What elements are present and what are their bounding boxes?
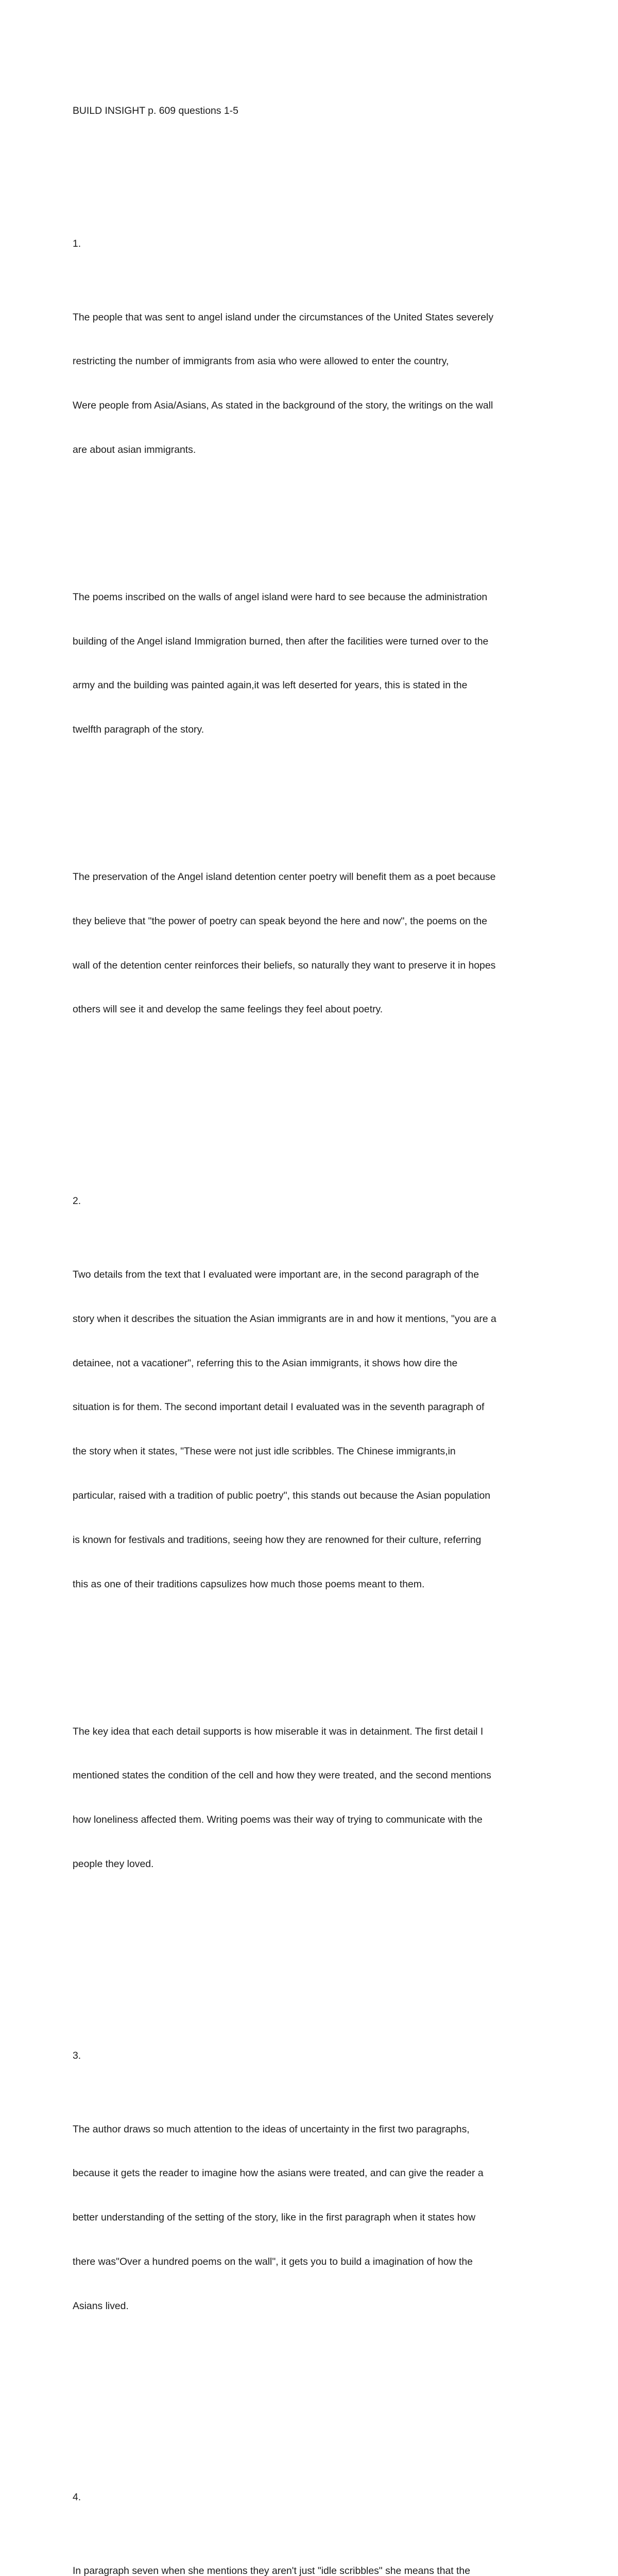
text-line: better understanding of the setting of the story, like in the first paragraph when it states how: [73, 2212, 476, 2224]
question-1: [73, 207, 552, 1076]
question-2: [73, 1164, 552, 1930]
document-page: [73, 74, 552, 2576]
question-number: 2.: [73, 1195, 81, 1207]
text-line: In paragraph seven when she mentions they aren't just "idle scribbles" she means that the: [73, 2565, 470, 2576]
answer-paragraph: [73, 561, 552, 767]
text-line: detainee, not a vacationer", referring this to the Asian immigrants, it shows how dire the: [73, 1357, 458, 1369]
question-number: 4.: [73, 2492, 81, 2503]
text-line: army and the building was painted again,it was left deserted for years, this is stated in the: [73, 680, 468, 691]
question-number: 3.: [73, 2049, 81, 2061]
document-title: BUILD INSIGHT p. 609 questions 1-5: [73, 105, 238, 117]
text-line: restricting the number of immigrants from asia who were allowed to enter the country,: [73, 355, 449, 367]
text-line: they believe that "the power of poetry can speak beyond the here and now", the poems on the: [73, 915, 488, 927]
spacer: [73, 2402, 552, 2417]
spacer: [73, 1960, 552, 1975]
text-line: The key idea that each detail supports is how miserable it was in detainment. The first detail I: [73, 1725, 484, 1737]
answer-paragraph: [73, 2092, 552, 2343]
text-line: because it gets the reader to imagine how the asians were treated, and can give the reader a: [73, 2167, 484, 2179]
text-line: Two details from the text that I evaluated were important are, in the second paragraph of the: [73, 1269, 479, 1281]
text-line: The poems inscribed on the walls of angel island were hard to see because the administration: [73, 591, 488, 603]
text-line: twelfth paragraph of the story.: [73, 724, 204, 736]
text-line: are about asian immigrants.: [73, 444, 196, 455]
spacer: [73, 1106, 552, 1121]
text-line: is known for festivals and traditions, seeing how they are renowned for their culture, referring: [73, 1534, 482, 1546]
spacer: [73, 796, 552, 811]
text-line: The author draws so much attention to the ideas of uncertainty in the first two paragraphs,: [73, 2123, 470, 2135]
spacer: [73, 148, 552, 163]
text-line: situation is for them. The second important detail I evaluated was in the seventh paragraph of: [73, 1401, 485, 1413]
answer-paragraph: [73, 1694, 552, 1901]
text-line: wall of the detention center reinforces their beliefs, so naturally they want to preserve it in hopes: [73, 959, 496, 971]
answer-paragraph: [73, 280, 552, 486]
text-line: others will see it and develop the same feelings they feel about poetry.: [73, 1004, 383, 1015]
text-line: building of the Angel island Immigration burned, then after the facilities were turned over to the: [73, 635, 489, 647]
answer-paragraph: [73, 2534, 552, 2576]
question-number: 1.: [73, 238, 81, 249]
text-line: Were people from Asia/Asians, As stated in the background of the story, the writings on the wall: [73, 400, 493, 412]
text-line: The people that was sent to angel island under the circumstances of the United States severely: [73, 311, 494, 323]
text-line: there was"Over a hundred poems on the wall", it gets you to build a imagination of how the: [73, 2256, 473, 2267]
question-4: [73, 2461, 552, 2576]
text-line: mentioned states the condition of the cell and how they were treated, and the second mentions: [73, 1770, 491, 1782]
answer-paragraph: [73, 1238, 552, 1621]
text-line: the story when it states, "These were not just idle scribbles. The Chinese immigrants,in: [73, 1446, 456, 1458]
text-line: Asians lived.: [73, 2300, 129, 2312]
answer-paragraph: [73, 840, 552, 1046]
text-line: how loneliness affected them. Writing poems was their way of trying to communicate with the: [73, 1814, 483, 1826]
question-3: [73, 2019, 552, 2372]
spacer: [73, 1651, 552, 1666]
text-line: particular, raised with a tradition of public poetry", this stands out because the Asian population: [73, 1490, 491, 1501]
spacer: [73, 516, 552, 531]
text-line: The preservation of the Angel island detention center poetry will benefit them as a poet because: [73, 871, 496, 883]
text-line: this as one of their traditions capsulizes how much those poems meant to them.: [73, 1578, 425, 1590]
text-line: people they loved.: [73, 1858, 154, 1870]
text-line: story when it describes the situation the Asian immigrants are in and how it mentions, "you are a: [73, 1313, 496, 1325]
